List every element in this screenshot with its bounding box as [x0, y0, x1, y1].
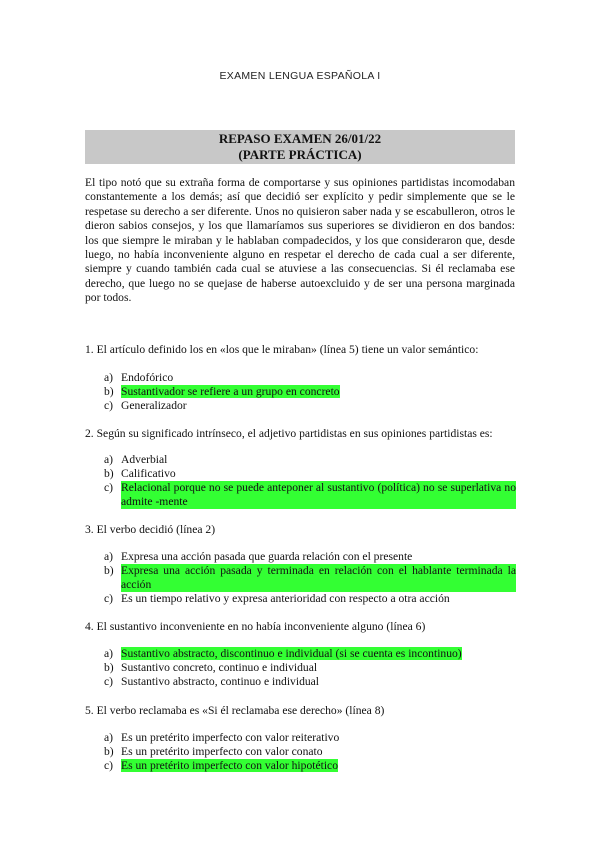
option-text: Endofórico: [121, 371, 174, 384]
question-4-options: [104, 647, 516, 689]
option-letter: b): [104, 564, 114, 577]
question-5-options: [104, 731, 516, 773]
option-letter: b): [104, 467, 114, 480]
option-text: Es un pretérito imperfecto con valor reiterativo: [121, 731, 340, 744]
option-text: Expresa una acción pasada que guarda relación con el presente: [121, 550, 413, 563]
option-text-highlighted: Expresa una acción pasada y terminada en relación con el hablante terminada la acción: [121, 564, 516, 591]
option-text-highlighted: Sustantivador se refiere a un grupo en concreto: [121, 385, 340, 398]
option-letter: c): [104, 399, 114, 412]
option-1b[interactable]: [104, 385, 516, 399]
option-text: Es un pretérito imperfecto con valor conato: [121, 745, 323, 758]
option-text-highlighted: Sustantivo abstracto, discontinuo e individual (si se cuenta es incontinuo): [121, 647, 462, 660]
question-5: 5. El verbo reclamaba es «Si él reclamaba ese derecho» (línea 8): [85, 704, 385, 717]
option-letter: a): [104, 550, 114, 563]
option-3b[interactable]: [104, 564, 516, 592]
question-1: 1. El artículo definido los en «los que le miraban» (línea 5) tiene un valor semántico:: [85, 343, 479, 356]
option-letter: a): [104, 371, 114, 384]
option-3c[interactable]: [104, 592, 516, 606]
option-text-highlighted: Relacional porque no se puede anteponer al sustantivo (política) no se superlativa no admite -mente: [121, 481, 516, 508]
option-1a[interactable]: [104, 371, 516, 385]
option-5b[interactable]: [104, 745, 516, 759]
title-line-2: (PARTE PRÁCTICA): [238, 147, 362, 162]
option-letter: a): [104, 453, 114, 466]
option-letter: c): [104, 759, 114, 772]
option-4a[interactable]: [104, 647, 516, 661]
option-text: Sustantivo abstracto, continuo e individual: [121, 675, 320, 688]
question-4: 4. El sustantivo inconveniente en no había inconveniente alguno (línea 6): [85, 620, 426, 633]
option-2c[interactable]: [104, 481, 516, 509]
option-letter: b): [104, 385, 114, 398]
option-2a[interactable]: [104, 453, 516, 467]
option-letter: b): [104, 661, 114, 674]
option-4b[interactable]: [104, 661, 516, 675]
option-text: Generalizador: [121, 399, 187, 412]
question-1-options: [104, 371, 516, 413]
question-2-options: [104, 453, 516, 509]
option-4c[interactable]: [104, 675, 516, 689]
option-letter: a): [104, 647, 114, 660]
question-2: 2. Según su significado intrínseco, el adjetivo partidistas en sus opiniones partidistas es:: [85, 427, 493, 440]
question-3-options: [104, 550, 516, 606]
option-5c[interactable]: [104, 759, 516, 773]
option-2b[interactable]: [104, 467, 516, 481]
option-text-highlighted: Es un pretérito imperfecto con valor hipotético: [121, 759, 338, 772]
option-1c[interactable]: [104, 399, 516, 413]
option-letter: b): [104, 745, 114, 758]
option-3a[interactable]: [104, 550, 516, 564]
title-line-1: REPASO EXAMEN 26/01/22: [218, 131, 382, 146]
question-3: 3. El verbo decidió (línea 2): [85, 523, 216, 536]
option-letter: c): [104, 592, 114, 605]
option-letter: c): [104, 481, 114, 494]
option-text: Calificativo: [121, 467, 176, 480]
option-text: Sustantivo concreto, continuo e individual: [121, 661, 318, 674]
option-letter: c): [104, 675, 114, 688]
option-letter: a): [104, 731, 114, 744]
option-text: Es un tiempo relativo y expresa anterioridad con respecto a otra acción: [121, 592, 450, 605]
option-5a[interactable]: [104, 731, 516, 745]
title-box: [85, 130, 515, 164]
page-header: EXAMEN LENGUA ESPAÑOLA I: [219, 70, 381, 82]
option-text: Adverbial: [121, 453, 168, 466]
reading-passage: El tipo notó que su extraña forma de comportarse y sus opiniones partidistas incomodaban constantemente a los demás; así que decidió ser explícito y pedir simplemente que se le respetase su derecho a ser diferente. Unos no quisieron saber nada y se escabulleron, otros le dieron sabios consejos, y los que llamaríamos sus superiores se dividieron en dos bandos: los que siempre le miraban y le hablaban compadecidos, y los que consideraron que, desde luego, no había inconveniente alguno en respetar el derecho de cada cual a ser diferente, siempre y cuando también cada cual se atuviese a las consecuencias. Si él reclamaba ese derecho, que luego no se quejase de haberse autoexcluido y de ser una persona marginada por todos.: [85, 176, 515, 305]
